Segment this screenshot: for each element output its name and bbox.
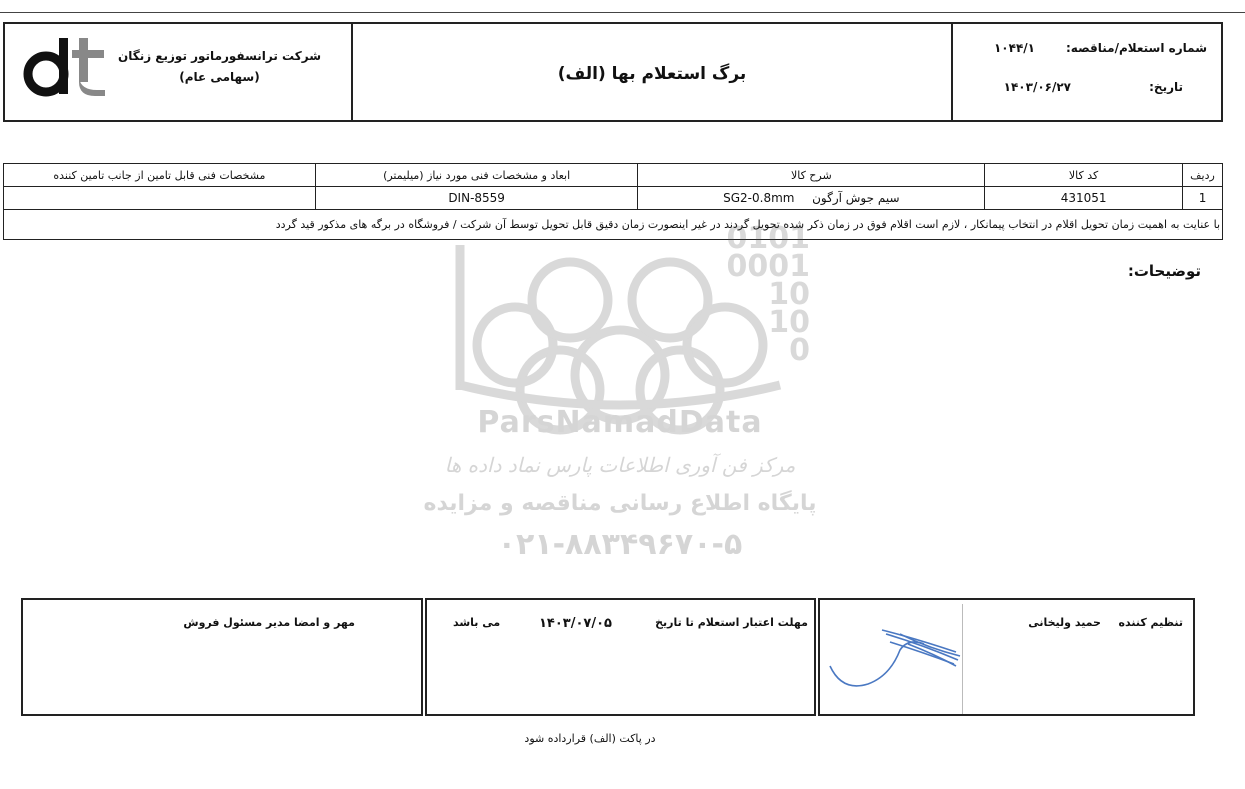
column-header-dimensions: ابعاد و مشخصات فنی مورد نیاز (میلیمتر) — [315, 164, 638, 187]
top-rule — [0, 12, 1245, 13]
table-note-row — [4, 210, 1223, 240]
document-title: برگ استعلام بها (الف) — [557, 64, 747, 84]
table-header-row — [4, 164, 1223, 187]
watermark-digits: 0101 0001 10 10 0 — [726, 221, 810, 368]
watermark — [420, 221, 820, 570]
watermark-line2: پایگاه اطلاع رسانی مناقصه و مزایده — [423, 491, 817, 516]
description-text: سیم جوش آرگون — [812, 191, 900, 205]
cell-item-code: 431051 — [985, 187, 1183, 210]
column-header-item-code: کد کالا — [985, 164, 1183, 187]
document-header — [3, 22, 1223, 122]
cell-description — [638, 187, 985, 210]
items-table — [3, 163, 1223, 240]
date-value: ۱۴۰۳/۰۶/۲۷ — [1003, 80, 1071, 94]
cell-dimensions: DIN-8559 — [315, 187, 638, 210]
inquiry-number-value: ۱۰۴۴/۱ — [993, 41, 1035, 55]
header-reference-cell — [951, 24, 1221, 120]
stamp-label: مهر و امضا مدیر مسئول فروش — [183, 616, 355, 629]
preparer-box — [818, 598, 1195, 716]
validity-label: مهلت اعتبار استعلام تا تاریخ — [655, 616, 808, 629]
column-header-description: شرح کالا — [638, 164, 985, 187]
signature-area — [824, 604, 963, 714]
delivery-note: با عنایت به اهمیت زمان تحویل اقلام در انتخاب پیمانکار ، لازم است اقلام فوق در زمان ذکر شده تحویل گردند در غیر اینصورت زمان دقیق قابل تحویل توسط آن شرکت / فروشگاه در برگه های مذکور قید گردد — [4, 210, 1223, 240]
company-name: شرکت ترانسفورماتور توزیع زنگان — [117, 49, 321, 63]
validity-date: ۱۴۰۳/۰۷/۰۵ — [539, 616, 612, 631]
cell-row-number: 1 — [1183, 187, 1223, 210]
watermark-line1: مرکز فن آوری اطلاعات پارس نماد داده ها — [444, 453, 796, 477]
cell-supplier-spec — [4, 187, 316, 210]
watermark-emblem-icon — [420, 221, 820, 570]
watermark-phone: ۰۲۱-۸۸۳۴۹۶۷۰-۵ — [497, 527, 743, 562]
description-spec: SG2-0.8mm — [723, 191, 795, 205]
inquiry-number-label: شماره استعلام/مناقصه: — [1066, 41, 1207, 55]
table-row — [4, 187, 1223, 210]
validity-box — [425, 598, 816, 716]
column-header-supplier-spec: مشخصات فنی قابل تامین از جانب تامین کننده — [4, 164, 316, 187]
watermark-brand: ParsNamadData — [477, 405, 763, 440]
sales-manager-stamp-box — [21, 598, 423, 716]
description-label: توضیحات: — [1127, 262, 1201, 280]
company-type: (سهامی عام) — [179, 70, 260, 84]
validity-suffix: می باشد — [453, 616, 501, 629]
header-company-cell — [5, 24, 351, 120]
preparer-label: تنظیم کننده — [1118, 616, 1183, 629]
company-logo-icon — [19, 34, 111, 100]
footer-instruction: در پاکت (الف) قرارداده شود — [524, 732, 656, 745]
signature-icon — [824, 604, 962, 714]
preparer-name: حمید ولیخانی — [1028, 616, 1101, 629]
company-block — [118, 46, 321, 88]
column-header-row-number: ردیف — [1183, 164, 1223, 187]
header-title-cell — [351, 24, 951, 120]
date-label: تاریخ: — [1149, 80, 1183, 94]
